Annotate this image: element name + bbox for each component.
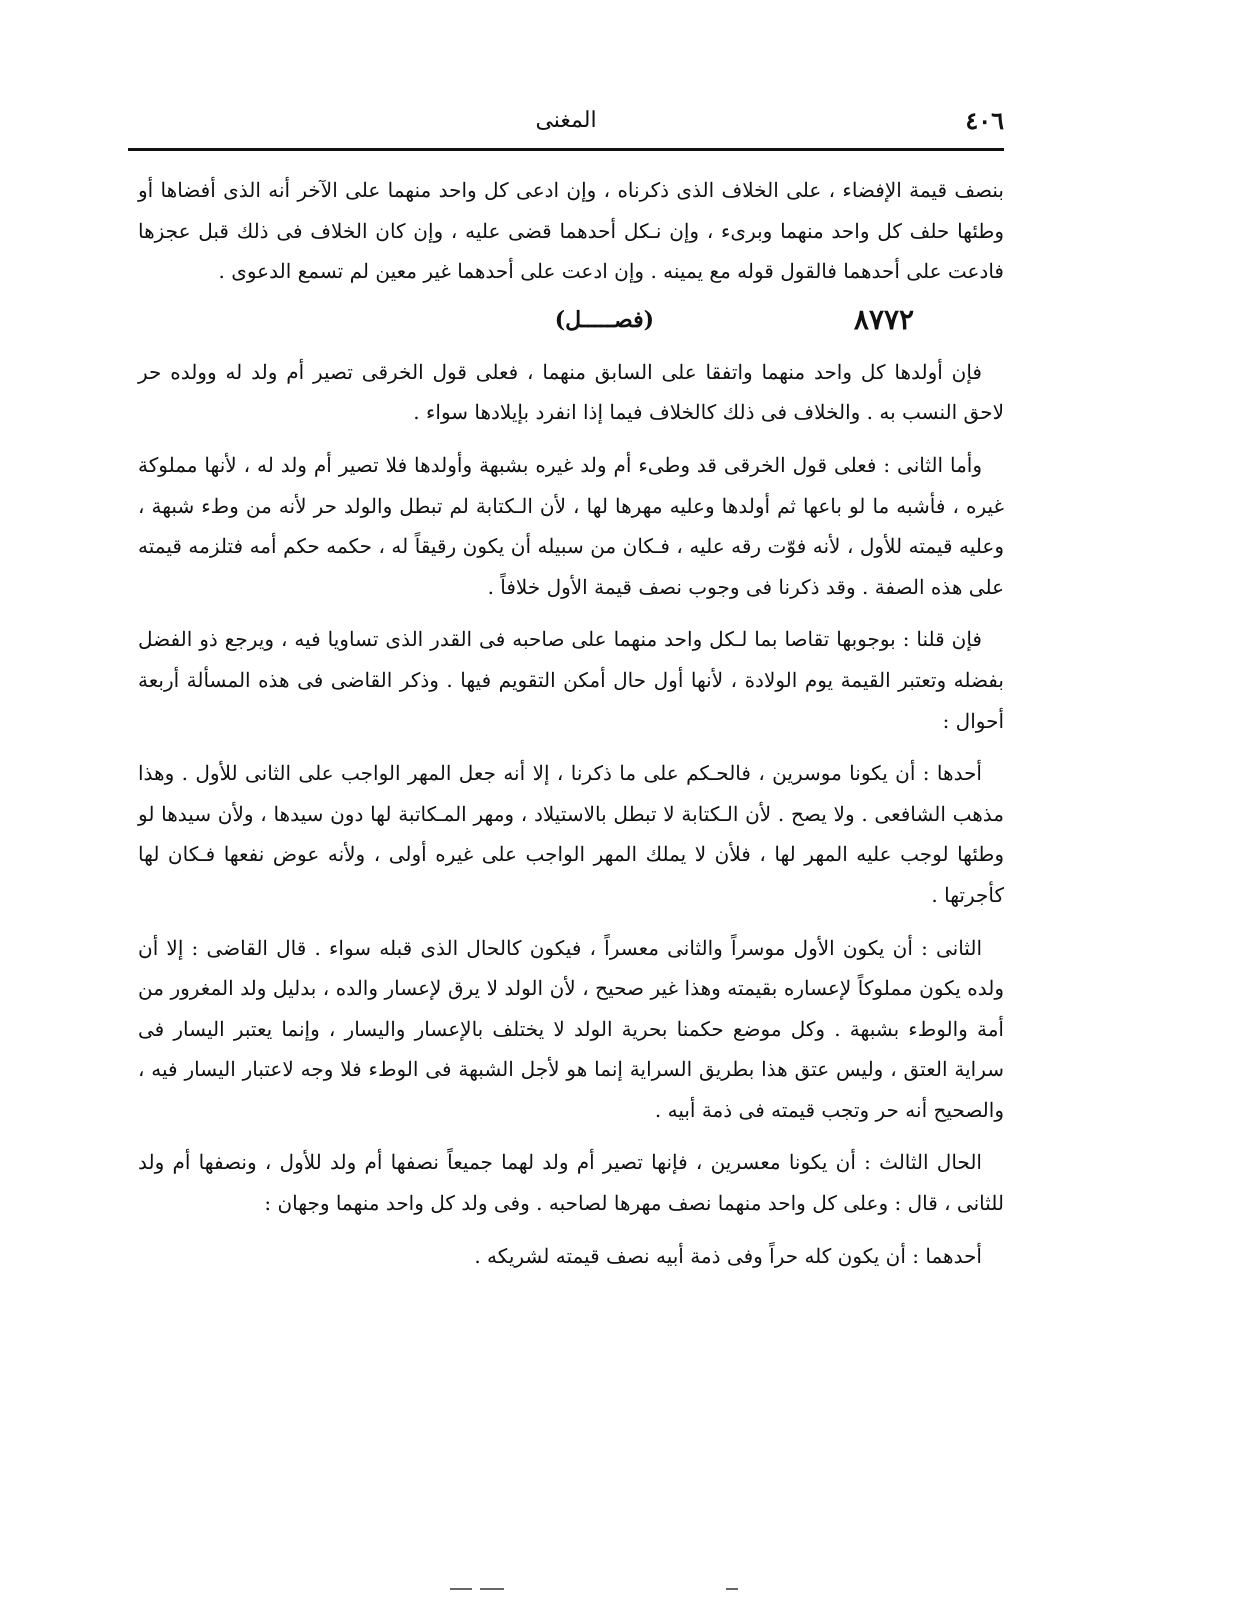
paragraph-8: أحدهما : أن يكون كله حراً وفى ذمة أبيه نصف قيمته لشريكه .	[474, 1243, 982, 1268]
footer-dash	[726, 1588, 738, 1590]
footer-dash	[480, 1588, 504, 1590]
paragraph-6: الثانى : أن يكون الأول موسراً والثانى معسراً ، فيكون كالحال الذى قبله سواء . قال القاضى : إلا أن ولده يكون مملوكاً لإعساره بقيمته وهذا غير صحيح ، لأن الولد لا يرق لإعسار والده ، بدليل ولد المغرور من أمة والوطء بشبهة . وكل موضع حكمنا بحرية الولد لا يختلف بالإعسار واليسار ، وإنما يعتبر اليسار فى سراية العتق ، وليس عتق هذا بطريق السراية إنما هو لأجل الشبهة فى الوطء فلا وجه لاعتبار اليسار فيه ، والصحيح أنه حر وتجب قيمته فى ذمة أبيه .	[138, 935, 1004, 1122]
page-number: ٤٠٦	[965, 106, 1004, 135]
footer-marks	[0, 1588, 1253, 1598]
paragraph-5: أحدها : أن يكونا موسرين ، فالحـكم على ما ذكرنا ، إلا أنه جعل المهر الواجب على الثانى للأول . وهذا مذهب الشافعى . ولا يصح . لأن الـكتابة لا تبطل بالاستيلاد ، ومهر المـكاتبة لها دون سيدها ، ولأن سيدها لو وطئها لوجب عليه المهر لها ، فلأن لا يملك المهر الواجب على غيره أولى ، ولأنه عوض نفعها فـكان لها كأجرتها .	[138, 761, 1004, 907]
footer-dash	[450, 1588, 472, 1590]
paragraph-1: بنصف قيمة الإفضاء ، على الخلاف الذى ذكرناه ، وإن ادعى كل واحد منهما على الآخر أنه الذى أفضاها أو وطئها حلف كل واحد منهما وبرىء ، وإن نـكل أحدهما قضى عليه ، وإن كان الخلاف فى ذلك قبل عجزها فادعت على أحدهما فالقول قوله مع يمينه . وإن ادعت على أحدهما غير معين لم تسمع الدعوى .	[138, 178, 1004, 284]
paragraph-4: فإن قلنا : بوجوبها تقاصا بما لـكل واحد منهما على صاحبه فى القدر الذى تساويا فيه ، ويرجع ذو الفضل بفضله وتعتبر القيمة يوم الولادة ، لأنها أول حال أمكن التقويم فيها . وذكر القاضى فى هذه المسألة أربعة أحوال :	[138, 627, 1004, 733]
page-header	[128, 100, 1004, 140]
paragraph-3: وأما الثانى : فعلى قول الخرقى قد وطىء أم ولد غيره بشبهة وأولدها فلا تصير أم ولد له ، لأنها مملوكة غيره ، فأشبه ما لو باعها ثم أولدها وعليه مهرها لها ، لأن الـكتابة لم تبطل والولد حر لأنه من وطء شبهة ، وعليه قيمته للأول ، لأنه فوّت رقه عليه ، فـكان من سبيله أن يكون رقيقاً له ، حكمه حكم أمه فتلزمه قيمته على هذه الصفة . وقد ذكرنا فى وجوب نصف قيمة الأول خلافاً .	[138, 452, 1004, 599]
section-heading	[138, 296, 1004, 346]
running-title: المغنى	[535, 108, 597, 133]
body-text	[138, 170, 1004, 1288]
section-label: (فصـــــل)	[554, 307, 654, 334]
section-number: ٨٧٧٢	[853, 303, 915, 337]
header-rule	[128, 148, 1004, 151]
paragraph-2: فإن أولدها كل واحد منهما واتفقا على السابق منهما ، فعلى قول الخرقى تصير أم ولد له وولده حر لاحق النسب به . والخلاف فى ذلك كالخلاف فيما إذا انفرد بإيلادها سواء .	[138, 359, 1004, 425]
paragraph-7: الحال الثالث : أن يكونا معسرين ، فإنها تصير أم ولد لهما جميعاً نصفها أم ولد للأول ، ونصفها أم ولد للثانى ، قال : وعلى كل واحد منهما نصف مهرها لصاحبه . وفى ولد كل واحد منهما وجهان :	[138, 1150, 1004, 1216]
